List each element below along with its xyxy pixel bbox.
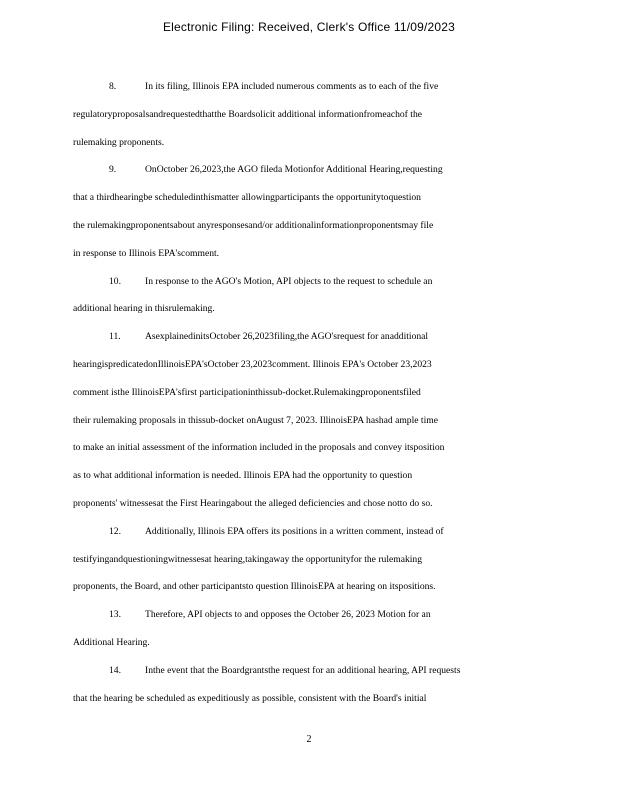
paragraph-11 xyxy=(73,323,533,518)
paragraph-text: In response to the AGO's Motion, API objects to the request to schedule an xyxy=(145,275,433,287)
paragraph-line xyxy=(73,601,533,629)
paragraph-line: that a thirdhearingbe scheduledinthismatter allowingparticipants the opportunitytoquestion xyxy=(73,192,421,204)
document-body xyxy=(73,73,533,712)
paragraph-line: additional hearing in thisrulemaking. xyxy=(73,303,215,315)
paragraph-text: In its filing, Illinois EPA included numerous comments as to each of the five xyxy=(145,81,439,92)
paragraph-number: 9. xyxy=(109,164,117,176)
paragraph-line xyxy=(73,657,533,685)
paragraph-line: testifyingandquestioningwitnessesat hearing,takingaway the opportunityfor the rulemaking xyxy=(73,553,423,565)
paragraph-text: AsexplainedinitsOctober 26,2023filing,the AGO'srequest for anadditional xyxy=(145,331,429,343)
paragraph-number: 10. xyxy=(109,275,121,287)
paragraph-line: to make an initial assessment of the information included in the proposals and convey itsposition xyxy=(73,442,445,454)
paragraph-10 xyxy=(73,268,533,324)
paragraph-line: proponents' witnessesat the First Hearingabout the alleged deficiencies and chose notto do so. xyxy=(73,497,433,509)
paragraph-line: the rulemakingproponentsabout anyresponsesand/or additionalinformationproponentsmay file xyxy=(73,219,434,231)
page-number: 2 xyxy=(306,734,312,745)
paragraph-line: their rulemaking proposals in thissub-docket onAugust 7, 2023. IllinoisEPA hashad ample time xyxy=(73,414,438,426)
paragraph-line: in response to Illinois EPA'scomment. xyxy=(73,247,220,259)
paragraph-text: OnOctober 26,2023,the AGO fileda Motionfor Additional Hearing,requesting xyxy=(145,164,443,176)
paragraph-12 xyxy=(73,518,533,601)
paragraph-text: Therefore, API objects to and opposes the October 26, 2023 Motion for an xyxy=(145,609,431,621)
paragraph-number: 11. xyxy=(109,331,121,343)
paragraph-line: comment isthe IllinoisEPA'sfirst participationinthissub-docket.Rulemakingproponentsfiled xyxy=(73,386,421,398)
paragraph-line: that the hearing be scheduled as expeditiously as possible, consistent with the Board's initial xyxy=(73,692,427,704)
paragraph-text: Additionally, Illinois EPA offers its positions in a written comment, instead of xyxy=(145,525,444,537)
paragraph-line xyxy=(73,268,533,296)
paragraph-line xyxy=(73,73,533,101)
paragraph-number: 8. xyxy=(109,81,117,92)
filing-stamp-header: Electronic Filing: Received, Clerk's Office 11/09/2023 xyxy=(162,20,456,34)
paragraph-number: 14. xyxy=(109,664,121,676)
paragraph-line: as to what additional information is needed. Illinois EPA had the opportunity to question xyxy=(73,470,413,482)
paragraph-line xyxy=(73,156,533,184)
paragraph-line xyxy=(73,518,533,546)
paragraph-9 xyxy=(73,156,533,267)
paragraph-line xyxy=(73,323,533,351)
paragraph-line: proponents, the Board, and other participantsto question IllinoisEPA at hearing on itspositions. xyxy=(73,581,436,593)
paragraph-line: regulatoryproposalsandrequestedthatthe Boardsolicit additional informationfromeachof the xyxy=(73,108,422,120)
paragraph-8 xyxy=(73,73,533,156)
paragraph-line: rulemaking proponents. xyxy=(73,136,165,148)
paragraph-number: 13. xyxy=(109,609,121,621)
paragraph-number: 12. xyxy=(109,525,121,537)
paragraph-line: Additional Hearing. xyxy=(73,636,150,648)
paragraph-line: hearingispredicatedonIllinoisEPA'sOctober 23,2023comment. Illinois EPA's October 23,2023 xyxy=(73,358,432,370)
paragraph-14 xyxy=(73,657,533,713)
paragraph-text: Inthe event that the Boardgrantsthe request for an additional hearing, API requests xyxy=(145,664,461,676)
paragraph-13 xyxy=(73,601,533,657)
